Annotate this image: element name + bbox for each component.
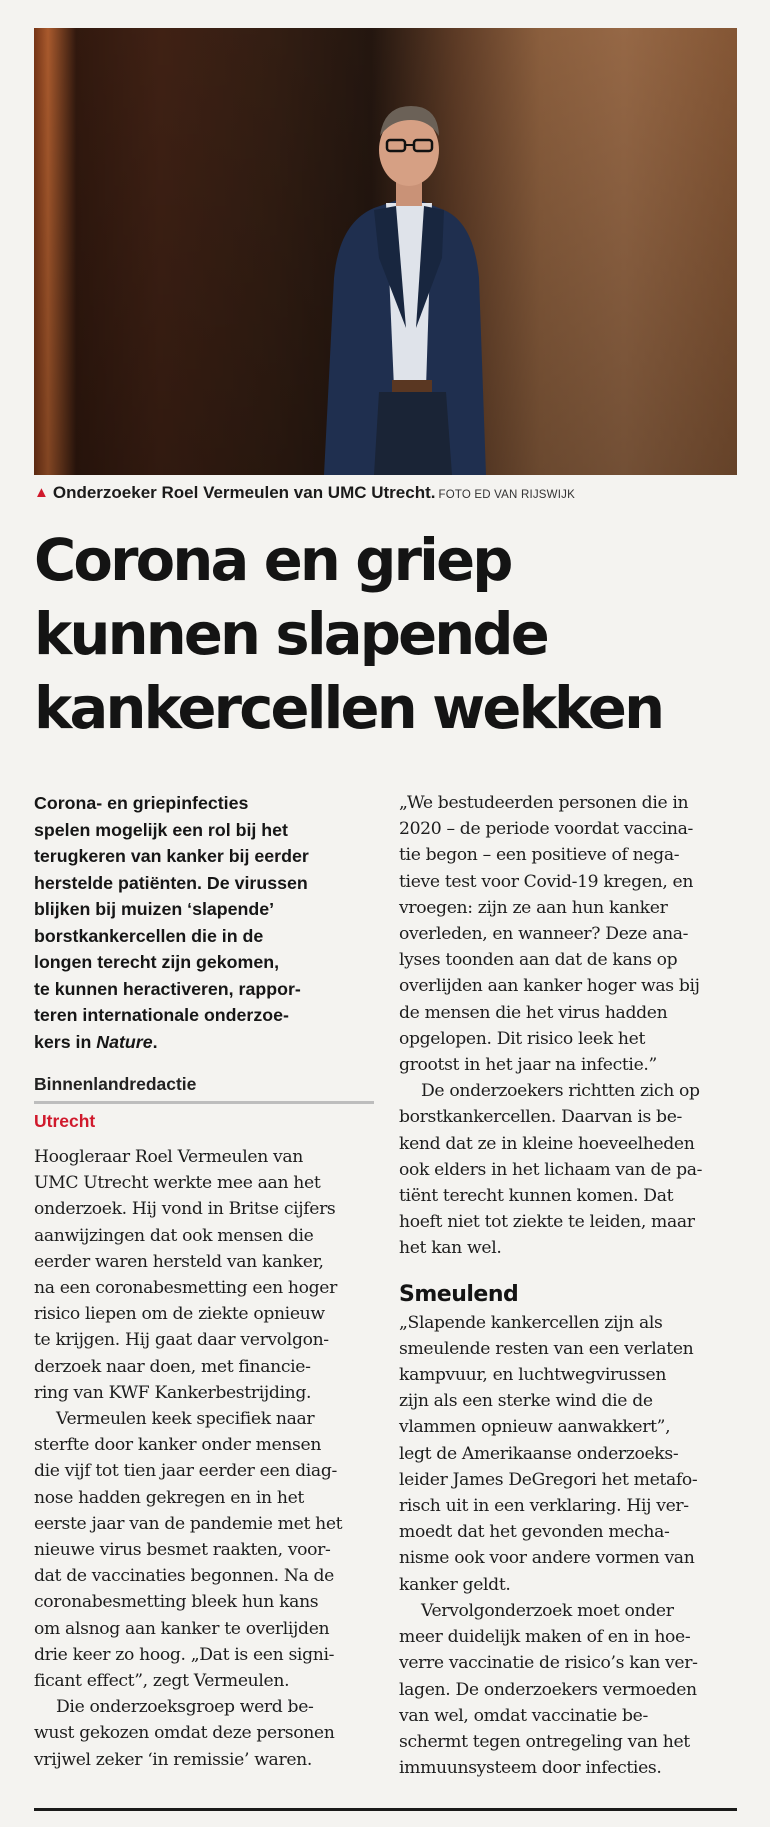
body-line: te krijgen. Hij gaat daar vervolgon- bbox=[34, 1330, 329, 1351]
body-line: legt de Amerikaanse onderzoeks- bbox=[399, 1443, 679, 1464]
body-line: verre vaccinatie de risico’s kan ver- bbox=[399, 1653, 698, 1674]
intro-line: spelen mogelijk een rol bij het bbox=[34, 819, 288, 840]
right-body-text-continued bbox=[399, 1310, 739, 1782]
body-line: overlijden aan kanker hoger was bij bbox=[399, 976, 700, 997]
body-line: het kan wel. bbox=[399, 1238, 502, 1259]
caption-text: Onderzoeker Roel Vermeulen van UMC Utrecht. bbox=[52, 483, 436, 502]
researcher-portrait-illustration bbox=[34, 28, 737, 475]
photo-caption bbox=[34, 483, 737, 505]
headline-line: kankercellen wekken bbox=[34, 675, 663, 742]
body-line: borstkankercellen. Daarvan is be- bbox=[399, 1107, 682, 1128]
body-line: 2020 – de periode voordat vaccina- bbox=[399, 819, 693, 840]
article-photo bbox=[34, 28, 737, 475]
intro-paragraph bbox=[34, 790, 374, 1055]
headline-line: Corona en griep bbox=[34, 527, 511, 594]
left-body-text bbox=[34, 1144, 374, 1773]
intro-line: teren internationale onderzoe- bbox=[34, 1005, 289, 1025]
body-line: lyses toonden aan dat de kans op bbox=[399, 950, 678, 971]
body-line: lagen. De onderzoekers vermoeden bbox=[399, 1679, 697, 1700]
body-line: ook elders in het lichaam van de pa- bbox=[399, 1159, 703, 1180]
body-line: risch uit in een verklaring. Hij ver- bbox=[399, 1496, 689, 1517]
body-line: smeulende resten van een verlaten bbox=[399, 1338, 694, 1359]
body-line: Vervolgonderzoek moet onder bbox=[421, 1600, 674, 1621]
footer-rule bbox=[34, 1808, 737, 1811]
body-line: die vijf tot tien jaar eerder een diag- bbox=[34, 1461, 337, 1482]
body-line: dat de vaccinaties begonnen. Na de bbox=[34, 1566, 334, 1587]
body-line: eerste jaar van de pandemie met het bbox=[34, 1513, 343, 1534]
body-line: zijn als een sterke wind die de bbox=[399, 1391, 653, 1412]
body-line: vlammen opnieuw aanwakkert”, bbox=[399, 1417, 671, 1438]
intro-line: borstkankercellen die in de bbox=[34, 925, 264, 946]
body-line: om alsnog aan kanker te overlijden bbox=[34, 1618, 330, 1639]
body-line: na een coronabesmetting een hoger bbox=[34, 1278, 337, 1299]
body-line: opgelopen. Dit risico leek het bbox=[399, 1028, 646, 1049]
body-line: onderzoek. Hij vond in Britse cijfers bbox=[34, 1199, 336, 1220]
body-line: tieve test voor Covid-19 kregen, en bbox=[399, 871, 694, 892]
body-line: moedt dat het gevonden mecha- bbox=[399, 1522, 670, 1543]
body-line: coronabesmetting bleek hun kans bbox=[34, 1592, 319, 1613]
body-line: ring van KWF Kankerbestrijding. bbox=[34, 1382, 312, 1403]
body-line: derzoek naar doen, met financie- bbox=[34, 1356, 311, 1377]
headline-line: kunnen slapende bbox=[34, 601, 547, 668]
body-line: UMC Utrecht werkte mee aan het bbox=[34, 1173, 321, 1194]
intro-line: Corona- en griepinfecties bbox=[34, 793, 249, 813]
intro-line-last bbox=[34, 1029, 374, 1056]
body-line: drie keer zo hoog. „Dat is een signi- bbox=[34, 1644, 335, 1665]
intro-line: blijken bij muizen ‘slapende’ bbox=[34, 899, 275, 919]
body-line: ficant effect”, zegt Vermeulen. bbox=[34, 1671, 290, 1692]
body-line: nieuwe virus besmet raakten, voor- bbox=[34, 1540, 331, 1561]
headline bbox=[34, 524, 754, 746]
intro-last-prefix: kers in bbox=[34, 1031, 97, 1052]
intro-line: te kunnen heractiveren, rappor- bbox=[34, 978, 301, 999]
intro-line: terugkeren van kanker bij eerder bbox=[34, 846, 309, 866]
right-column bbox=[399, 790, 739, 1781]
intro-line: longen terecht zijn gekomen, bbox=[34, 952, 280, 972]
body-line: vroegen: zijn ze aan hun kanker bbox=[399, 897, 668, 918]
body-line: overleden, en wanneer? Deze ana- bbox=[399, 924, 689, 945]
subheading: Smeulend bbox=[399, 1281, 519, 1307]
right-body-text bbox=[399, 790, 739, 1262]
byline: Binnenlandredactie bbox=[34, 1073, 374, 1104]
body-line: nisme ook voor andere vormen van bbox=[399, 1548, 695, 1569]
body-line: kanker geldt. bbox=[399, 1574, 511, 1595]
body-line: De onderzoekers richtten zich op bbox=[421, 1081, 700, 1102]
body-line: Hoogleraar Roel Vermeulen van bbox=[34, 1147, 304, 1167]
body-line: nose hadden gekregen en in het bbox=[34, 1487, 304, 1508]
body-line: kampvuur, en luchtwegvirussen bbox=[399, 1365, 667, 1386]
body-line: risico liepen om de ziekte opnieuw bbox=[34, 1304, 325, 1325]
body-line: „Slapende kankercellen zijn als bbox=[399, 1312, 663, 1333]
publication-name: Nature bbox=[96, 1031, 153, 1052]
photo-credit: FOTO ED VAN RIJSWIJK bbox=[438, 489, 575, 501]
body-line: kend dat ze in kleine hoeveelheden bbox=[399, 1133, 695, 1154]
body-line: tiënt terecht kunnen komen. Dat bbox=[399, 1186, 674, 1207]
body-line: wust gekozen omdat deze personen bbox=[34, 1723, 335, 1744]
body-line: „We bestudeerden personen die in bbox=[399, 793, 689, 813]
body-line: meer duidelijk maken of en in hoe- bbox=[399, 1627, 691, 1648]
left-column bbox=[34, 790, 374, 1773]
caption-triangle-icon: ▲ bbox=[34, 484, 49, 501]
body-line: de mensen die het virus hadden bbox=[399, 1002, 668, 1023]
intro-last-suffix: . bbox=[152, 1031, 158, 1052]
body-line: leider James DeGregori het metafo- bbox=[399, 1469, 698, 1490]
body-line: eerder waren hersteld van kanker, bbox=[34, 1251, 324, 1272]
body-line: vrijwel zeker ‘in remissie’ waren. bbox=[34, 1749, 312, 1770]
body-line: schermt tegen ontregeling van het bbox=[399, 1731, 690, 1752]
body-line: van wel, omdat vaccinatie be- bbox=[399, 1705, 648, 1726]
body-line: Vermeulen keek specifiek naar bbox=[56, 1409, 315, 1430]
dateline: Utrecht bbox=[34, 1111, 96, 1131]
body-line: sterfte door kanker onder mensen bbox=[34, 1435, 322, 1456]
body-line: aanwijzingen dat ook mensen die bbox=[34, 1225, 314, 1246]
body-line: hoeft niet tot ziekte te leiden, maar bbox=[399, 1212, 695, 1233]
intro-line: herstelde patiënten. De virussen bbox=[34, 872, 308, 893]
body-line: Die onderzoeksgroep werd be- bbox=[56, 1697, 314, 1718]
body-line: grootst in het jaar na infectie.” bbox=[399, 1055, 657, 1076]
body-line: immuunsysteem door infecties. bbox=[399, 1758, 662, 1779]
body-line: tie begon – een positieve of nega- bbox=[399, 845, 680, 866]
